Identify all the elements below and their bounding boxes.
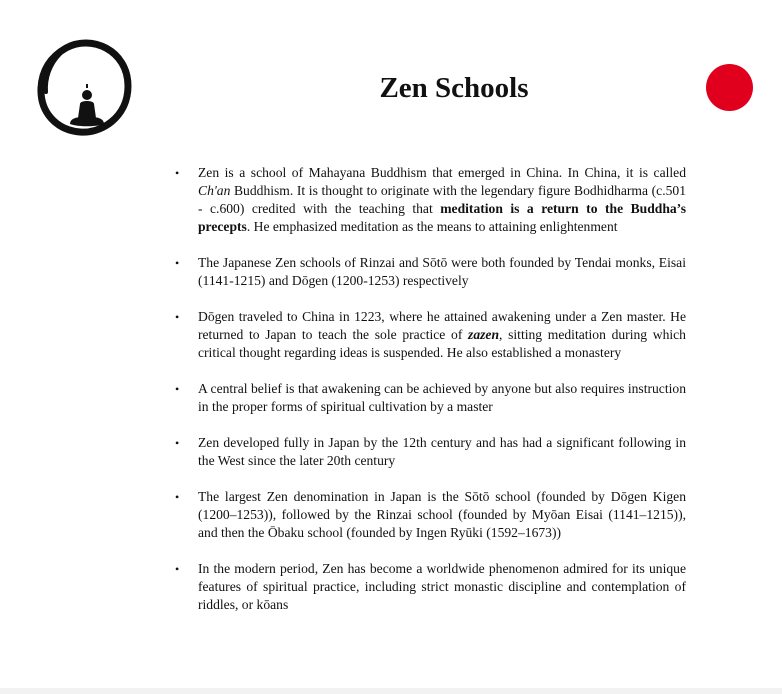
list-item	[170, 560, 686, 614]
list-item	[170, 380, 686, 416]
list-item	[170, 164, 686, 236]
bullet-text: A central belief is that awakening can be achieved by anyone but also requires instruction in the proper forms of spiritual cultivation by a master	[198, 381, 686, 414]
bullet-text: Zen developed fully in Japan by the 12th century and has had a significant following in the West since the later 20th century	[198, 435, 686, 468]
list-item	[170, 488, 686, 542]
bullet-text: Dōgen traveled to China in 1223, where he attained awakening under a Zen master. He returned to Japan to teach the sole practice of zazen, sitting meditation during which critical thought regarding ideas is suspended. He also established a monastery	[198, 309, 686, 360]
list-item	[170, 254, 686, 290]
bullet-text: Zen is a school of Mahayana Buddhism that emerged in China. In China, it is called Ch'an Buddhism. It is thought to originate with the legendary figure Bodhidharma (c.501 - c.600) credited with the teaching that meditation is a return to the Buddha’s precepts. He emphasized meditation as the means to attaining enlightenment	[198, 165, 686, 234]
bullet-list	[170, 164, 686, 632]
bullet-marker: •	[175, 382, 180, 396]
bullet-marker: •	[175, 256, 180, 270]
bullet-marker: •	[175, 436, 180, 450]
list-item	[170, 308, 686, 362]
page-title: Zen Schools	[379, 72, 529, 104]
enso-meditating-buddha-icon	[36, 38, 132, 136]
red-circle-icon	[706, 64, 753, 111]
bullet-text: In the modern period, Zen has become a worldwide phenomenon admired for its unique features of spiritual practice, including strict monastic discipline and contemplation of riddles, or kōans	[198, 561, 686, 612]
bullet-marker: •	[175, 562, 180, 576]
bullet-marker: •	[175, 490, 180, 504]
list-item	[170, 434, 686, 470]
bullet-text: The Japanese Zen schools of Rinzai and Sōtō were both founded by Tendai monks, Eisai (1141-1215) and Dōgen (1200-1253) respectively	[198, 255, 686, 288]
bullet-marker: •	[175, 166, 180, 180]
bottom-edge	[0, 688, 782, 694]
bullet-marker: •	[175, 310, 180, 324]
bullet-text: The largest Zen denomination in Japan is the Sōtō school (founded by Dōgen Kigen (1200–1253)), followed by the Rinzai school (founded by Myōan Eisai (1141–1215)), and then the Ōbaku school (founded by Ingen Ryūki (1592–1673))	[198, 489, 686, 540]
